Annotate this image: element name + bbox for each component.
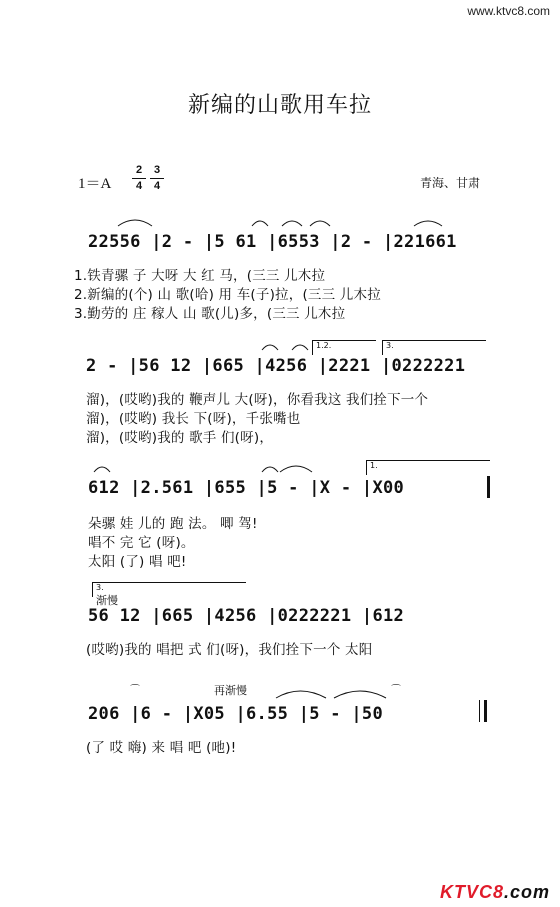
lyric-line-2-verse-2: 溜)，(哎哟) 我长 下(呀)，千张嘴也 bbox=[86, 411, 301, 427]
lyric-line-1-verse-1: 1.铁青骡 子 大呀 大 红 马，(三三 儿木拉 bbox=[74, 268, 326, 284]
song-origin: 青海、甘肃 bbox=[419, 176, 480, 190]
lyric-line-4: (哎哟)我的 唱把 式 们(呀)，我们拴下一个 太阳 bbox=[86, 642, 373, 658]
lyric-line-1-verse-2: 2.新编的(个) 山 歌(哈) 用 车(子)拉，(三三 儿木拉 bbox=[74, 287, 381, 303]
lyric-line-3-verse-1: 朵骡 娃 儿的 跑 法。 唧 驾! bbox=[88, 516, 258, 532]
volta-bracket: 1.2. bbox=[312, 340, 376, 355]
lyric-line-2-verse-3: 溜)，(哎哟)我的 歌手 们(呀)， bbox=[86, 430, 274, 446]
lyric-line-3-verse-3: 太阳 (了) 唱 吧! bbox=[88, 554, 187, 570]
lyric-line-2-verse-1: 溜)，(哎哟)我的 鞭声儿 大(呀)，你看我这 我们拴下一个 bbox=[86, 392, 429, 408]
svg-text:⌒: ⌒ bbox=[130, 685, 140, 696]
watermark-bottom: KTVC8.com bbox=[439, 882, 550, 902]
notation-line-5: 206 |6 - |X05 |6.55 |5 - |50 bbox=[88, 704, 383, 724]
final-barline bbox=[484, 700, 487, 722]
lyric-line-5: (了 哎 嗨) 来 唱 吧 (吔)! bbox=[86, 740, 237, 756]
watermark-top: www.ktvc8.com bbox=[467, 4, 550, 18]
tempo-marking: 再渐慢 bbox=[214, 684, 247, 697]
volta-bracket: 3. bbox=[382, 340, 486, 355]
volta-bracket: 1. bbox=[366, 460, 490, 475]
notation-line-3: 612 |2.561 |655 |5 - |X - |X00 bbox=[88, 478, 405, 498]
repeat-barline bbox=[487, 476, 490, 498]
notation-line-1: 22556 |2 - |5 61 |6553 |2 - |221661 bbox=[88, 232, 457, 252]
lyric-line-1-verse-3: 3.勤劳的 庄 稼人 山 歌(儿)多，(三三 儿木拉 bbox=[74, 306, 346, 322]
final-barline-thin bbox=[479, 700, 480, 722]
tempo-marking: 渐慢 bbox=[96, 594, 118, 607]
notation-line-4: 56 12 |665 |4256 |0222221 |612 bbox=[88, 606, 405, 626]
key-signature: 1＝A bbox=[78, 176, 112, 192]
notation-line-2: 2 - |56 12 |665 |4256 |2221 |0222221 bbox=[86, 356, 466, 376]
lyric-line-3-verse-2: 唱不 完 它 (呀)。 bbox=[88, 535, 195, 551]
time-signature-1: 2 4 bbox=[132, 163, 146, 194]
song-title: 新编的山歌用车拉 bbox=[187, 93, 372, 118]
volta-bracket: 3. bbox=[92, 582, 246, 597]
svg-text:⌒: ⌒ bbox=[391, 685, 401, 696]
time-signature-2: 3 4 bbox=[150, 163, 164, 194]
